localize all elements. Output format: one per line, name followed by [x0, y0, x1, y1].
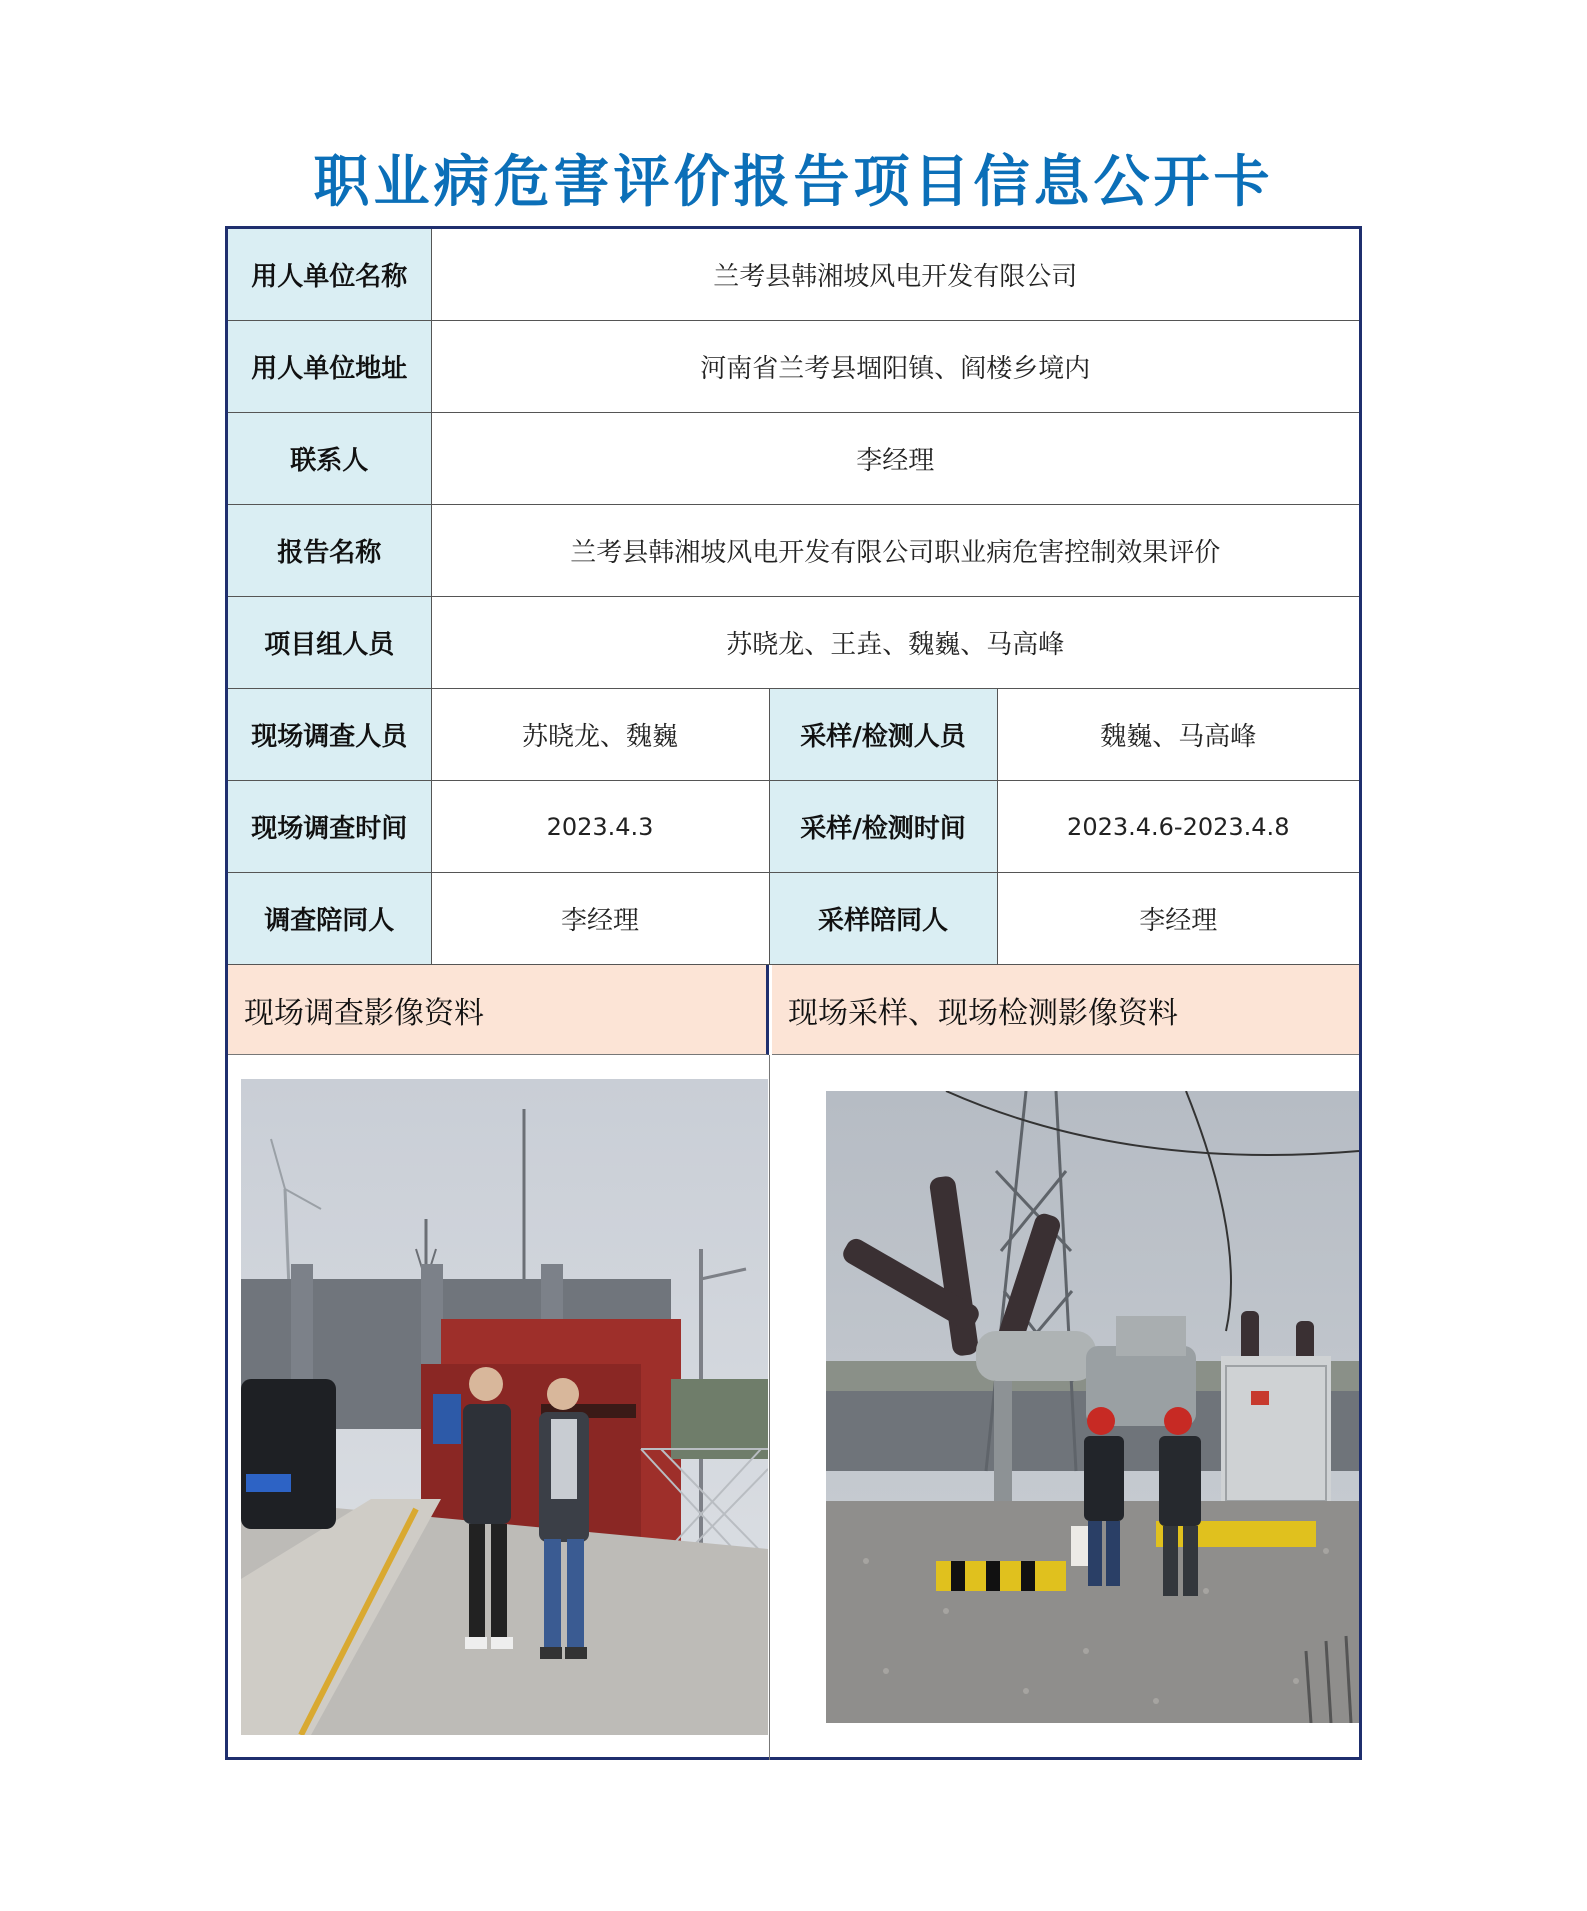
page-title: 职业病危害评价报告项目信息公开卡 — [313, 150, 1274, 215]
contact-value: 李经理 — [431, 413, 1359, 505]
report-name-value: 兰考县韩湘坡风电开发有限公司职业病危害控制效果评价 — [431, 505, 1359, 597]
employer-name-value: 兰考县韩湘坡风电开发有限公司 — [431, 229, 1359, 321]
survey-staff-value: 苏晓龙、魏巍 — [431, 689, 769, 781]
employer-name-label: 用人单位名称 — [228, 229, 431, 321]
survey-escort-label: 调查陪同人 — [228, 873, 431, 965]
media-divider — [769, 1055, 770, 1760]
sampling-escort-value: 李经理 — [997, 873, 1359, 965]
sampling-staff-label: 采样/检测人员 — [769, 689, 997, 781]
row-employer-name — [228, 229, 1359, 321]
sampling-escort-label: 采样陪同人 — [769, 873, 997, 965]
row-report-name — [228, 505, 1359, 597]
team-label: 项目组人员 — [228, 597, 431, 689]
survey-photo — [241, 1079, 768, 1735]
row-time — [228, 781, 1359, 873]
row-employer-address — [228, 321, 1359, 413]
row-contact — [228, 413, 1359, 505]
sampling-staff-value: 魏巍、马高峰 — [997, 689, 1359, 781]
survey-time-value: 2023.4.3 — [431, 781, 769, 873]
info-table — [228, 229, 1359, 965]
survey-staff-label: 现场调查人员 — [228, 689, 431, 781]
employer-address-label: 用人单位地址 — [228, 321, 431, 413]
info-card — [225, 226, 1362, 1760]
survey-time-label: 现场调查时间 — [228, 781, 431, 873]
survey-media-heading: 现场调查影像资料 — [228, 965, 769, 1055]
report-name-label: 报告名称 — [228, 505, 431, 597]
employer-address-value: 河南省兰考县堌阳镇、阎楼乡境内 — [431, 321, 1359, 413]
sampling-photo — [826, 1091, 1359, 1723]
survey-escort-value: 李经理 — [431, 873, 769, 965]
row-team — [228, 597, 1359, 689]
team-value: 苏晓龙、王垚、魏巍、马高峰 — [431, 597, 1359, 689]
row-escort — [228, 873, 1359, 965]
sampling-time-label: 采样/检测时间 — [769, 781, 997, 873]
contact-label: 联系人 — [228, 413, 431, 505]
row-staff — [228, 689, 1359, 781]
sampling-time-value: 2023.4.6-2023.4.8 — [997, 781, 1359, 873]
sampling-media-heading: 现场采样、现场检测影像资料 — [772, 965, 1359, 1055]
